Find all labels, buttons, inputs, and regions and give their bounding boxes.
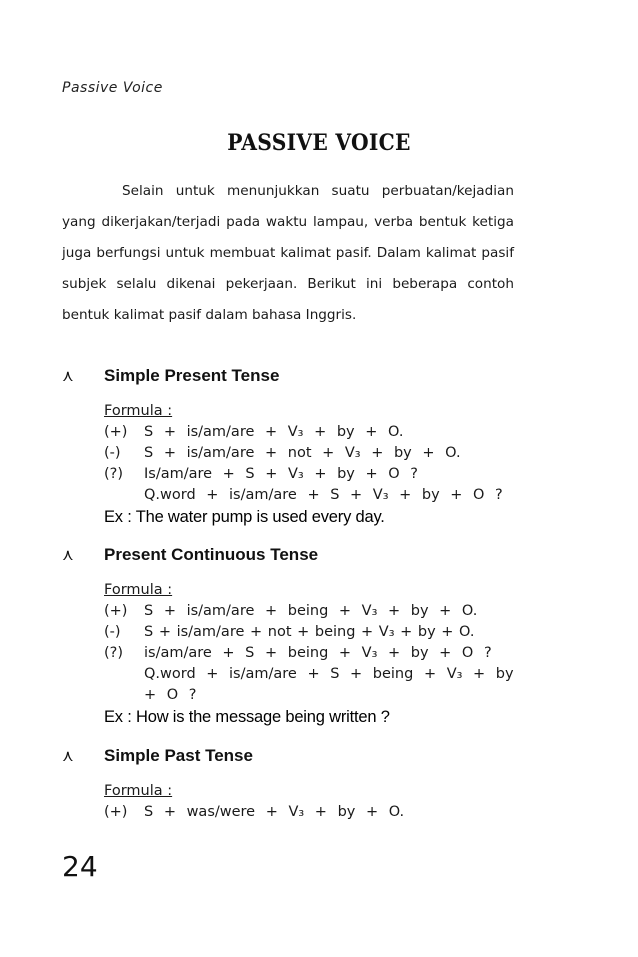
section-title: Simple Present Tense: [104, 366, 280, 385]
formula-text: S + is/am/are + V₃ + by + O.: [144, 424, 404, 440]
formula-row: [104, 485, 522, 506]
bullet-icon: ⋏: [62, 366, 74, 385]
formula-row: [104, 443, 522, 464]
formula-sign: (-): [104, 445, 121, 461]
formula-sign: (?): [104, 466, 124, 482]
formula-row: [104, 643, 522, 664]
formula-sign: (?): [104, 645, 124, 661]
formula-sign: (+): [104, 424, 128, 440]
formula-sign: [104, 485, 144, 506]
formula-text: S + is/am/are + not + being + V₃ + by + O.: [144, 624, 475, 640]
bullet-icon: ⋏: [62, 746, 74, 765]
section-present-continuous: [62, 545, 522, 727]
formula-text: Is/am/are + S + V₃ + by + O ?: [144, 466, 418, 482]
formula-row: [104, 601, 522, 622]
bullet-icon: ⋏: [62, 545, 74, 564]
formula-row: [104, 664, 522, 706]
page-number: 24: [62, 850, 98, 883]
running-header: Passive Voice: [62, 80, 163, 96]
formula-text: is/am/are + S + being + V₃ + by + O ?: [144, 645, 492, 661]
example-sentence: Ex : How is the message being written ?: [104, 708, 390, 726]
formula-label: Formula :: [104, 783, 173, 799]
section-simple-past: [62, 746, 522, 823]
section-heading: [62, 746, 522, 770]
section-heading: [62, 545, 522, 569]
formula-text: S + is/am/are + being + V₃ + by + O.: [144, 603, 478, 619]
formula-sign: [104, 664, 144, 706]
formula-sign: (+): [104, 603, 128, 619]
formula-label: Formula :: [104, 403, 173, 419]
section-title: Present Continuous Tense: [104, 545, 319, 564]
formula-row: [104, 464, 522, 485]
formula-row: [104, 622, 522, 643]
formula-sign: (+): [104, 804, 128, 820]
formula-block: [104, 780, 522, 823]
formula-sign: (-): [104, 624, 121, 640]
section-heading: [62, 366, 522, 390]
formula-block: [104, 400, 522, 506]
section-title: Simple Past Tense: [104, 746, 253, 765]
formula-text: S + was/were + V₃ + by + O.: [144, 804, 405, 820]
formula-row: [104, 422, 522, 443]
formula-label: Formula :: [104, 582, 173, 598]
formula-text: Q.word + is/am/are + S + being + V₃ + by + O ?: [144, 666, 514, 703]
formula-text: S + is/am/are + not + V₃ + by + O.: [144, 445, 461, 461]
page-title: PASSIVE VOICE: [227, 130, 411, 156]
intro-paragraph: Selain untuk menunjukkan suatu perbuatan/kejadian yang dikerjakan/terjadi pada waktu lampau, verba bentuk ketiga juga berfungsi untuk membuat kalimat pasif. Dalam kalimat pasif subjek selalu dikenai pekerjaan. Berikut ini beberapa contoh bentuk kalimat pasif dalam bahasa Inggris.: [62, 183, 514, 323]
formula-text: Q.word + is/am/are + S + V₃ + by + O ?: [144, 487, 503, 503]
formula-row: [104, 802, 522, 823]
section-simple-present: [62, 366, 522, 527]
formula-block: [104, 579, 522, 706]
example-sentence: Ex : The water pump is used every day.: [104, 508, 385, 526]
